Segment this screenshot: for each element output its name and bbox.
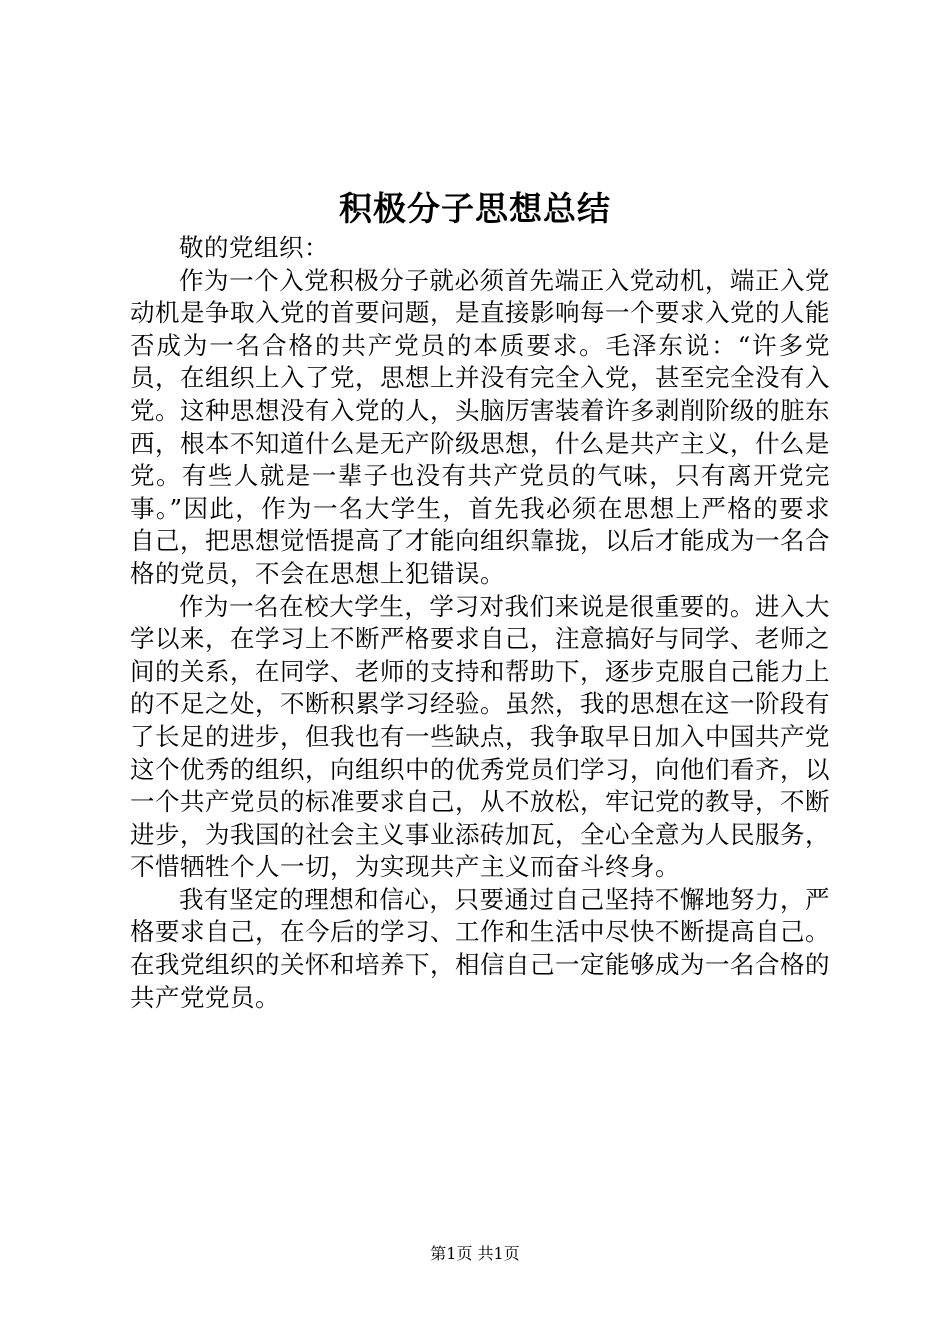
salutation: 敬的党组织： — [179, 233, 329, 262]
page-footer: 第1页 共1页 — [430, 1244, 520, 1263]
paragraph-2: 作为一名在校大学生，学习对我们来说是很重要的。进入大学以来，在学习上不断严格要求自己，注意搞好与同学、老师之间的关系，在同学、老师的支持和帮助下，逐步克服自己能力上的不足之处，不断积累学习经验。虽然，我的思想在这一阶段有了长足的进步，但我也有一些缺点，我争取早日加入中国共产党这个优秀的组织，向组织中的优秀党员们学习，向他们看齐，以一个共产党员的标准要求自己，从不放松，牢记党的教导，不断进步，为我国的社会主义事业添砖加瓦，全心全意为人民服务，不惜牺牲个人一切，为实现共产主义而奋斗终身。 — [130, 591, 830, 882]
paragraph-1: 作为一个入党积极分子就必须首先端正入党动机，端正入党动机是争取入党的首要问题，是直接影响每一个要求入党的人能否成为一名合格的共产党员的本质要求。毛泽东说：“许多党员，在组织上入了党，思想上并没有完全入党，甚至完全没有入党。这种思想没有入党的人，头脑厉害装着许多剥削阶级的脏东西，根本不知道什么是无产阶级思想，什么是共产主义，什么是党。有些人就是一辈子也没有共产党员的气味，只有离开党完事。”因此，作为一名大学生，首先我必须在思想上严格的要求自己，把思想觉悟提高了才能向组织靠拢，以后才能成为一名合格的党员，不会在思想上犯错误。 — [130, 265, 830, 588]
document-body — [130, 232, 830, 1014]
paragraph-3: 我有坚定的理想和信心，只要通过自己坚持不懈地努力，严格要求自己，在今后的学习、工作和生活中尽快不断提高自己。在我党组织的关怀和培养下，相信自己一定能够成为一名合格的共产党党员。 — [130, 884, 830, 1012]
document-title: 积极分子思想总结 — [339, 189, 611, 228]
